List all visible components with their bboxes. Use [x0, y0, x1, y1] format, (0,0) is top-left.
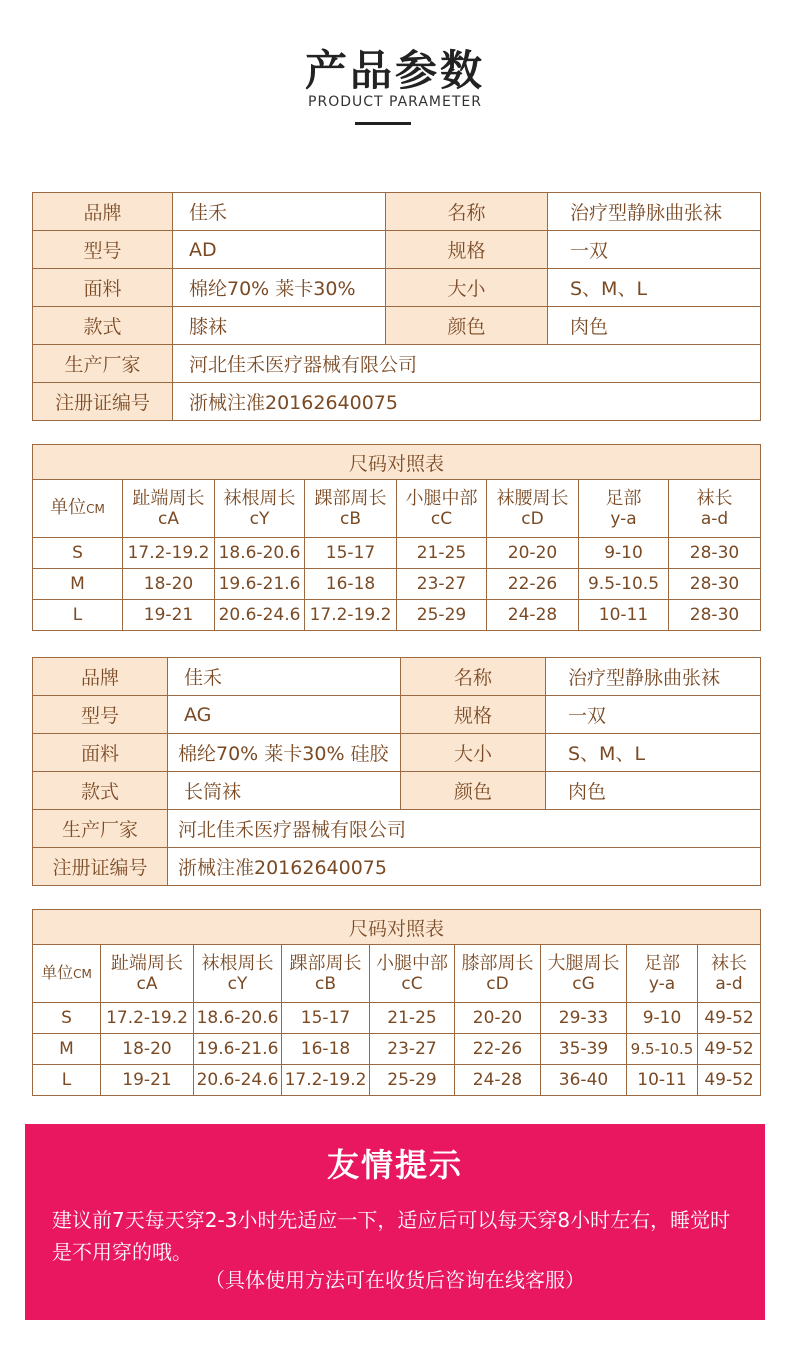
value-cell: 9.5-10.5	[627, 1034, 698, 1065]
value-cell: 28-30	[669, 569, 761, 600]
size-table-ag	[32, 909, 761, 1096]
model-label: 型号	[33, 231, 173, 269]
value-cell: 10-11	[627, 1065, 698, 1096]
value-cell: 17.2-19.2	[305, 600, 397, 631]
spec-label: 规格	[401, 696, 546, 734]
value-cell: 23-27	[370, 1034, 455, 1065]
value-cell: 22-26	[455, 1034, 541, 1065]
col-header: 足部 y-a	[627, 945, 698, 1003]
style-value: 膝袜	[173, 307, 386, 345]
brand-value: 佳禾	[168, 658, 401, 696]
tip-note: （具体使用方法可在收货后咨询在线客服）	[205, 1268, 585, 1292]
size-cell: S	[33, 1003, 101, 1034]
col-header: 袜根周长 cY	[215, 480, 305, 538]
col-header: 踝部周长 cB	[305, 480, 397, 538]
value-cell: 25-29	[397, 600, 487, 631]
value-cell: 49-52	[698, 1003, 761, 1034]
tip-title: 友情提示	[326, 1146, 463, 1184]
col-header: 踝部周长 cB	[282, 945, 370, 1003]
value-cell: 16-18	[305, 569, 397, 600]
value-cell: 18.6-20.6	[194, 1003, 282, 1034]
value-cell: 20.6-24.6	[215, 600, 305, 631]
value-cell: 25-29	[370, 1065, 455, 1096]
value-cell: 35-39	[541, 1034, 627, 1065]
value-cell: 9-10	[579, 538, 669, 569]
tip-body: 建议前7天每天穿2-3小时先适应一下，适应后可以每天穿8小时左右，睡觉时是不用穿的哦。	[52, 1208, 731, 1264]
style-value: 长筒袜	[168, 772, 401, 810]
value-cell: 19-21	[101, 1065, 194, 1096]
brand-label: 品牌	[33, 658, 168, 696]
spec-label: 规格	[386, 231, 548, 269]
col-header: 袜腰周长 cD	[487, 480, 579, 538]
value-cell: 19.6-21.6	[194, 1034, 282, 1065]
fabric-value: 棉纶70% 莱卡30%	[173, 269, 386, 307]
brand-value: 佳禾	[173, 193, 386, 231]
value-cell: 24-28	[487, 600, 579, 631]
value-cell: 21-25	[370, 1003, 455, 1034]
value-cell: 18-20	[123, 569, 215, 600]
value-cell: 21-25	[397, 538, 487, 569]
color-value: 肉色	[548, 307, 761, 345]
maker-label: 生产厂家	[33, 345, 173, 383]
value-cell: 20-20	[455, 1003, 541, 1034]
spec-value: 一双	[546, 696, 761, 734]
size-chart-caption: 尺码对照表	[33, 910, 761, 945]
fabric-label: 面料	[33, 269, 173, 307]
value-cell: 49-52	[698, 1065, 761, 1096]
table-row	[33, 1034, 761, 1065]
reg-value: 浙械注准20162640075	[168, 848, 761, 886]
value-cell: 18-20	[101, 1034, 194, 1065]
title-underline	[355, 122, 411, 125]
unit-header: 单位CM	[33, 945, 101, 1003]
name-value: 治疗型静脉曲张袜	[548, 193, 761, 231]
maker-value: 河北佳禾医疗器械有限公司	[168, 810, 761, 848]
col-header: 膝部周长 cD	[455, 945, 541, 1003]
page-title: 产品参数	[304, 46, 485, 95]
col-header: 袜长 a-d	[698, 945, 761, 1003]
value-cell: 24-28	[455, 1065, 541, 1096]
value-cell: 17.2-19.2	[282, 1065, 370, 1096]
col-header: 袜根周长 cY	[194, 945, 282, 1003]
name-value: 治疗型静脉曲张袜	[546, 658, 761, 696]
col-header: 袜长 a-d	[669, 480, 761, 538]
model-value: AD	[173, 231, 386, 269]
table-row	[33, 1065, 761, 1096]
col-header: 大腿周长 cG	[541, 945, 627, 1003]
model-value: AG	[168, 696, 401, 734]
size-chart-caption: 尺码对照表	[33, 445, 761, 480]
brand-label: 品牌	[33, 193, 173, 231]
value-cell: 15-17	[305, 538, 397, 569]
col-header: 足部 y-a	[579, 480, 669, 538]
value-cell: 9-10	[627, 1003, 698, 1034]
col-header: 趾端周长 cA	[101, 945, 194, 1003]
col-header: 小腿中部 cC	[370, 945, 455, 1003]
fabric-label: 面料	[33, 734, 168, 772]
value-cell: 10-11	[579, 600, 669, 631]
page-subtitle: PRODUCT PARAMETER	[308, 94, 482, 110]
size-value: S、M、L	[548, 269, 761, 307]
friendly-tip-box	[25, 1124, 765, 1320]
spec-table-ad	[32, 192, 761, 421]
value-cell: 19-21	[123, 600, 215, 631]
value-cell: 15-17	[282, 1003, 370, 1034]
value-cell: 36-40	[541, 1065, 627, 1096]
table-row	[33, 538, 761, 569]
name-label: 名称	[401, 658, 546, 696]
style-label: 款式	[33, 307, 173, 345]
value-cell: 17.2-19.2	[101, 1003, 194, 1034]
value-cell: 28-30	[669, 600, 761, 631]
table-row	[33, 1003, 761, 1034]
value-cell: 28-30	[669, 538, 761, 569]
size-label: 大小	[401, 734, 546, 772]
value-cell: 22-26	[487, 569, 579, 600]
reg-label: 注册证编号	[33, 383, 173, 421]
fabric-value: 棉纶70% 莱卡30% 硅胶	[168, 734, 401, 772]
value-cell: 18.6-20.6	[215, 538, 305, 569]
spec-value: 一双	[548, 231, 761, 269]
col-header: 小腿中部 cC	[397, 480, 487, 538]
model-label: 型号	[33, 696, 168, 734]
color-label: 颜色	[401, 772, 546, 810]
style-label: 款式	[33, 772, 168, 810]
name-label: 名称	[386, 193, 548, 231]
size-value: S、M、L	[546, 734, 761, 772]
value-cell: 20-20	[487, 538, 579, 569]
unit-header: 单位CM	[33, 480, 123, 538]
size-cell: S	[33, 538, 123, 569]
value-cell: 16-18	[282, 1034, 370, 1065]
value-cell: 20.6-24.6	[194, 1065, 282, 1096]
size-table-ad	[32, 444, 761, 631]
value-cell: 17.2-19.2	[123, 538, 215, 569]
table-row	[33, 600, 761, 631]
reg-value: 浙械注准20162640075	[173, 383, 761, 421]
reg-label: 注册证编号	[33, 848, 168, 886]
value-cell: 49-52	[698, 1034, 761, 1065]
color-label: 颜色	[386, 307, 548, 345]
value-cell: 29-33	[541, 1003, 627, 1034]
maker-label: 生产厂家	[33, 810, 168, 848]
value-cell: 23-27	[397, 569, 487, 600]
size-cell: M	[33, 1034, 101, 1065]
color-value: 肉色	[546, 772, 761, 810]
value-cell: 19.6-21.6	[215, 569, 305, 600]
maker-value: 河北佳禾医疗器械有限公司	[173, 345, 761, 383]
spec-table-ag	[32, 657, 761, 886]
table-row	[33, 569, 761, 600]
size-cell: L	[33, 600, 123, 631]
col-header: 趾端周长 cA	[123, 480, 215, 538]
size-cell: L	[33, 1065, 101, 1096]
value-cell: 9.5-10.5	[579, 569, 669, 600]
size-cell: M	[33, 569, 123, 600]
size-label: 大小	[386, 269, 548, 307]
